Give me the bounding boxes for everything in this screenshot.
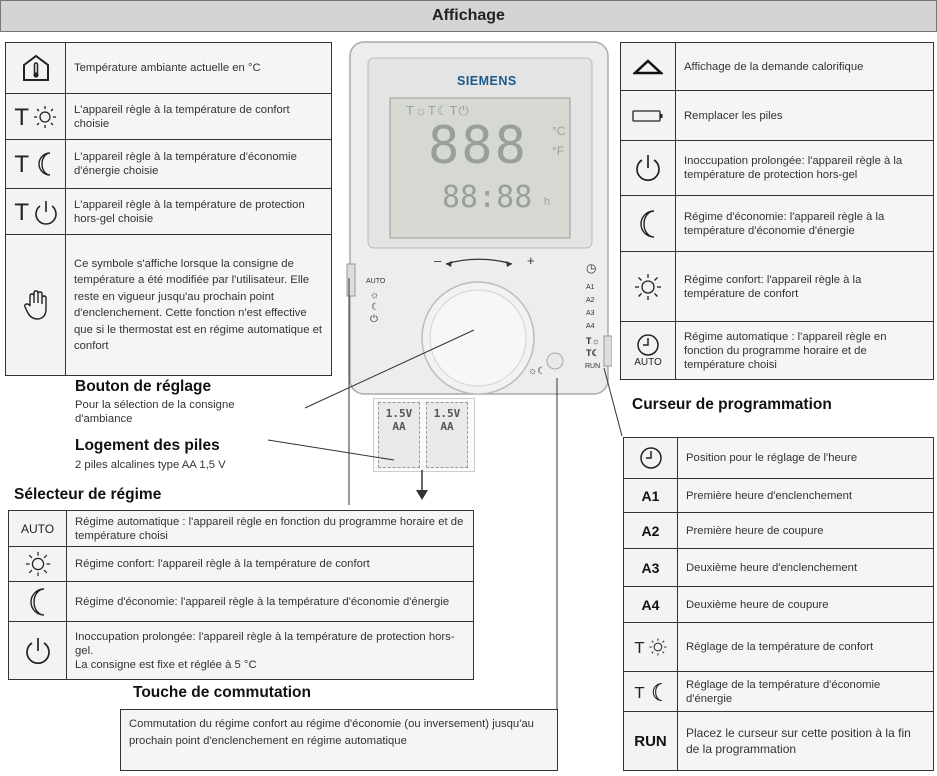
comfort-temp-icon (624, 623, 678, 671)
lcd-time: 88:88 (442, 180, 533, 215)
dial-minus: – (434, 253, 442, 268)
lcd-unit-f: °F (552, 144, 565, 158)
prog-a1: A1 (586, 284, 595, 291)
code-a3 (624, 549, 678, 586)
curseur-row-2 (624, 479, 933, 513)
left-row-text: Ce symbole s'affiche lorsque la consigne de température a été modifiée par l'utilisateur. Elle reste en vigueur jusqu'au prochain point d'enclenchement. Cette fonction n'est effective que si le thermostat est en régime automatique et confort (74, 257, 323, 352)
svg-text:T: T (14, 153, 28, 178)
right-row-text: Régime automatique : l'appareil règle en fonction du programme horaire et de température choisi (684, 330, 887, 371)
touche-text: Commutation du régime confort au régime d'économie (ou inversement) jusqu'au prochain point d'enclenchement en régime automatique (129, 718, 534, 747)
selector-row-2 (9, 547, 473, 582)
right-row-text: Inoccupation prolongée: l'appareil règle à la température de protection hors-gel (684, 155, 903, 181)
selector-row-1 (9, 511, 473, 547)
lcd-h: h (544, 196, 551, 208)
auto-label: AUTO (634, 357, 662, 368)
right-row-text: Régime confort: l'appareil règle à la température de confort (684, 273, 862, 300)
left-row-text: Température ambiante actuelle en °C (74, 62, 261, 74)
selector-row-text: Régime automatique : l'appareil règle en fonction du programme horaire et de température choisi (75, 515, 464, 542)
svg-text:T: T (14, 105, 28, 130)
code-a1 (624, 479, 678, 512)
code-run (624, 712, 678, 770)
touche-box (120, 709, 558, 771)
left-row-text: L'appareil règle à la température de protection hors-gel choisie (74, 198, 305, 225)
bouton-subtitle: Pour la sélection de la consigne d'ambiance (75, 399, 235, 425)
code-run-text: RUN (634, 732, 667, 750)
battery-1-type: AA (392, 420, 406, 433)
curseur-row-text: Réglage de la température de confort (686, 641, 874, 653)
curseur-row-4 (624, 549, 933, 587)
prog-a2: A2 (586, 297, 595, 304)
curseur-row-6 (624, 623, 933, 672)
curseur-table (623, 437, 934, 771)
selector-table (8, 510, 474, 680)
prog-a4: A4 (586, 323, 595, 330)
logement-title: Logement des piles (75, 437, 220, 454)
curseur-row-3 (624, 513, 933, 549)
power-icon (9, 622, 67, 679)
selector-row-3 (9, 582, 473, 622)
svg-text:T: T (14, 200, 28, 226)
curseur-row-text: Deuxième heure de coupure (686, 598, 829, 611)
svg-text:T: T (634, 683, 644, 702)
svg-text:T: T (634, 639, 644, 658)
prog-t2: T☾ (586, 348, 600, 358)
code-a2-text: A2 (641, 522, 660, 539)
selector-power: ⏻ (370, 314, 378, 325)
selector-moon: ☾ (371, 302, 380, 313)
selector-row-text: Régime d'économie: l'appareil règle à la température d'économie d'énergie (75, 595, 450, 608)
curseur-row-8 (624, 712, 933, 770)
selector-row-text: Régime confort: l'appareil règle à la température de confort (75, 558, 370, 570)
curseur-row-7 (624, 672, 933, 712)
lcd-unit-c: °C (552, 124, 566, 138)
code-a1-text: A1 (641, 487, 660, 504)
battery-2-label: 1.5V (433, 407, 461, 420)
eco-temp-icon (624, 672, 678, 711)
curseur-row-1 (624, 438, 933, 479)
dial-plus: + (527, 253, 535, 268)
left-row-text: L'appareil règle à la température de confort choisie (74, 103, 290, 130)
code-a4-text: A4 (641, 596, 660, 613)
selector-sun: ☼ (370, 290, 380, 301)
prog-run: RUN (585, 363, 601, 370)
selector-auto: AUTO (366, 278, 386, 285)
curseur-row-text: Position pour le réglage de l'heure (686, 452, 858, 464)
clock-icon (624, 438, 678, 478)
battery-1-label: 1.5V (385, 407, 413, 420)
auto-label-cell (9, 511, 67, 546)
lcd-digits: 888 (428, 116, 528, 176)
code-a4 (624, 587, 678, 622)
right-row-text: Remplacer les piles (684, 109, 783, 122)
prog-a3: A3 (586, 310, 595, 317)
selector-row-4 (9, 622, 473, 679)
auto-text: AUTO (20, 521, 55, 536)
battery-2-type: AA (440, 420, 454, 433)
prog-clock-icon: ◷ (586, 261, 597, 275)
bouton-title: Bouton de réglage (75, 378, 212, 395)
logement-subtitle: 2 piles alcalines type AA 1,5 V (75, 459, 226, 471)
code-a3-text: A3 (641, 559, 660, 576)
code-a2 (624, 513, 678, 548)
toggle-sun-moon: ☼☾ (528, 366, 547, 377)
sun-icon (9, 547, 67, 581)
curseur-title: Curseur de programmation (632, 396, 832, 413)
touche-title: Touche de commutation (133, 684, 311, 701)
prog-t1: T☼ (586, 336, 600, 346)
curseur-row-text: Première heure de coupure (686, 524, 824, 537)
right-row-text: Affichage de la demande calorifique (684, 60, 864, 73)
left-row-text: L'appareil règle à la température d'économie d'énergie choisie (74, 151, 297, 177)
selector-row-text: Inoccupation prolongée: l'appareil règle à la température de protection hors-gel. La consigne est fixe et réglée à 5 °C (75, 630, 455, 671)
moon-icon (9, 582, 67, 621)
selecteur-title: Sélecteur de régime (14, 486, 162, 503)
curseur-row-text: Réglage de la température d'économie d'énergie (686, 678, 881, 705)
header-title: Affichage (432, 7, 505, 24)
right-row-text: Régime d'économie: l'appareil règle à la température d'économie d'énergie (684, 210, 885, 237)
lcd-top-symbols: T☼T☾T⏻ (406, 103, 470, 118)
curseur-row-text: Première heure d'enclenchement (686, 489, 853, 502)
curseur-row-text: Placez le curseur sur cette position à la fin de la programmation (686, 726, 911, 756)
brand-label: SIEMENS (457, 74, 517, 88)
curseur-row-text: Deuxième heure d'enclenchement (686, 561, 858, 574)
curseur-row-5 (624, 587, 933, 623)
